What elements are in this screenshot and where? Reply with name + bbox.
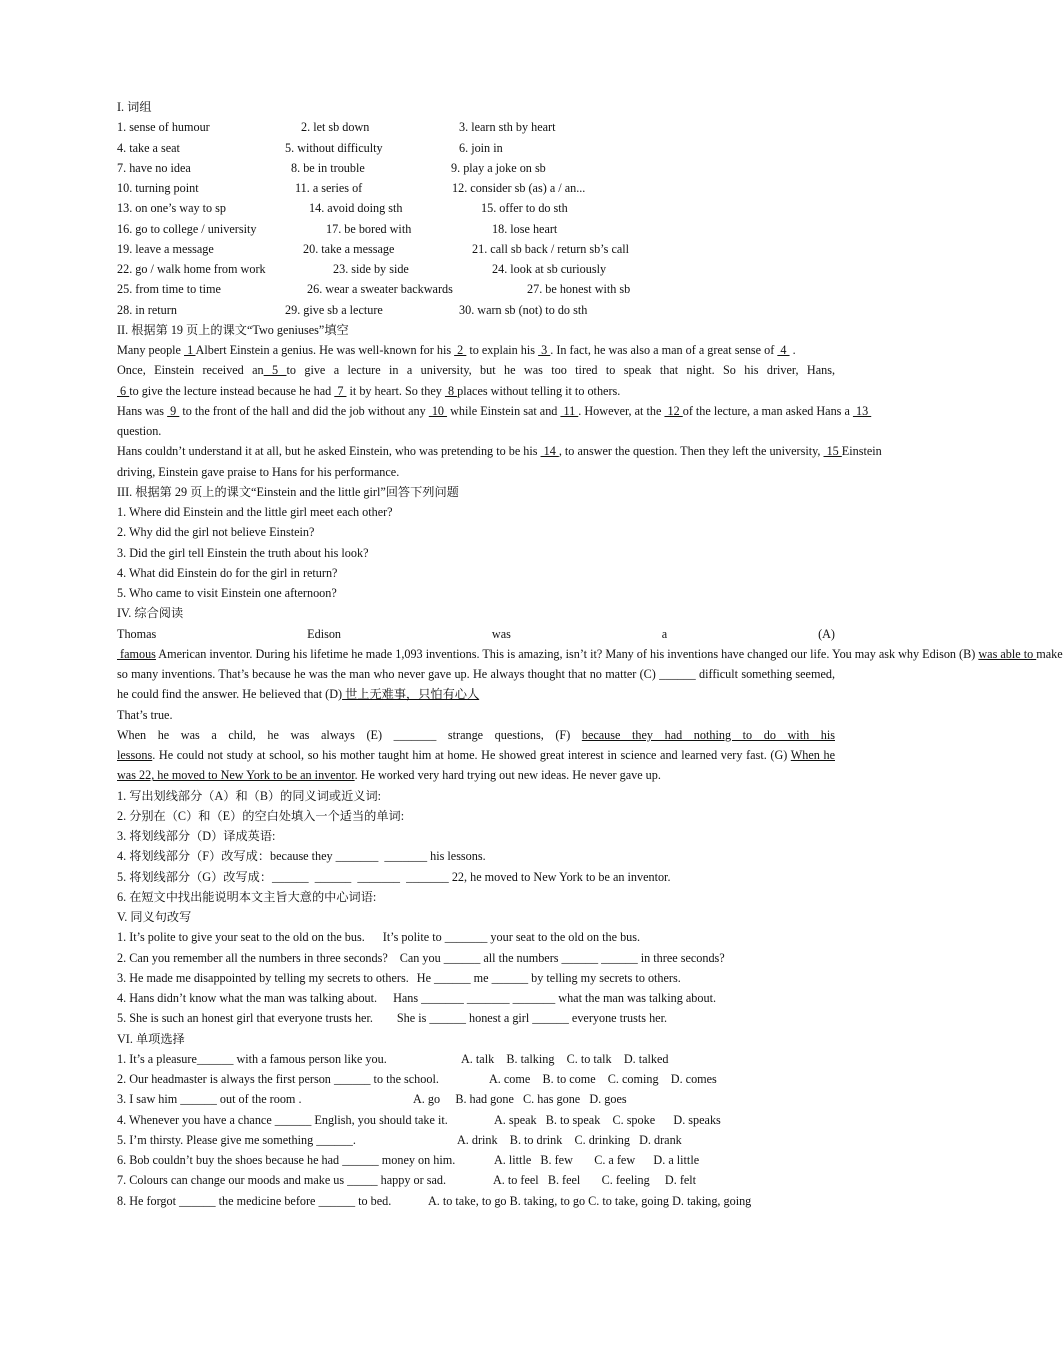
phrase-item: 5. without difficulty bbox=[285, 140, 383, 155]
passage-text: of the lecture, a man asked Hans a bbox=[682, 403, 853, 418]
phrase-item: 30. warn sb (not) to do sth bbox=[459, 302, 588, 317]
phrase-item: 15. offer to do sth bbox=[481, 201, 568, 216]
mc-item-7 bbox=[117, 1170, 835, 1190]
original-sentence: 3. He made me disappointed by telling my secrets to others. bbox=[117, 970, 409, 985]
phrase-row bbox=[117, 279, 835, 299]
phrase-item: 18. lose heart bbox=[492, 221, 558, 236]
phrase-item: 17. be bored with bbox=[326, 221, 412, 236]
blank-14[interactable]: 14 bbox=[540, 444, 559, 459]
rewrite-item-4 bbox=[117, 988, 835, 1008]
mc-stem: 6. Bob couldn’t buy the shoes because he had ______ money on him. bbox=[117, 1153, 456, 1167]
phrase-item: 16. go to college / university bbox=[117, 221, 257, 236]
phrase-row bbox=[117, 219, 835, 239]
passage-text: to the front of the hall and did the job without any bbox=[179, 403, 429, 418]
blank-13[interactable]: 13 bbox=[852, 403, 872, 418]
underlined-g: When he was 22, he moved to New York to be an inventor bbox=[117, 748, 835, 783]
section-5-title: V. 同义句改写 bbox=[117, 910, 192, 924]
task-6: 6. 在短文中找出能说明本文主旨大意的中心词语: bbox=[117, 889, 377, 904]
task-3: 3. 将划线部分（D）译成英语: bbox=[117, 829, 276, 843]
passage-text: Hans couldn’t understand it at all, but he asked Einstein, who was pretending to be his bbox=[117, 444, 541, 459]
rewrite-sentence: He ______ me ______ by telling my secrets to others. bbox=[416, 970, 681, 985]
reading-text: Thomas Edison was a (A) bbox=[117, 626, 835, 641]
phrase-row bbox=[117, 259, 835, 279]
question-5: 5. Who came to visit Einstein one afternoon? bbox=[117, 586, 337, 600]
phrase-item: 20. take a message bbox=[303, 241, 395, 256]
underlined-b: was able to bbox=[978, 646, 1037, 661]
mc-item-5 bbox=[117, 1130, 835, 1150]
task-5: 5. 将划线部分（G）改写成：______ ______ _______ _______ 22, he moved to New York to be an inventor. bbox=[117, 869, 671, 884]
passage-text: question. bbox=[117, 424, 162, 438]
original-sentence: 4. Hans didn’t know what the man was talking about. bbox=[117, 991, 378, 1005]
mc-item-4 bbox=[117, 1110, 835, 1130]
mc-options: A. to feel B. feel C. feeling D. felt bbox=[493, 1173, 697, 1188]
blank-5[interactable]: 5 bbox=[263, 363, 287, 378]
section-2-title: II. 根据第 19 页上的课文“Two geniuses”填空 bbox=[117, 322, 349, 337]
reading-text: American inventor. During his lifetime he made 1,093 inventions. This is amazing, isn’t it? Many of his inventions have changed our life. You may ask why Edison (B) bbox=[155, 646, 979, 661]
phrase-item: 8. be in trouble bbox=[291, 160, 365, 175]
rewrite-item-2 bbox=[117, 948, 835, 968]
reading-paragraph-1 bbox=[117, 624, 1063, 705]
passage-text: while Einstein sat and bbox=[447, 403, 561, 418]
mc-stem: 1. It’s a pleasure______ with a famous person like you. bbox=[117, 1051, 387, 1066]
mc-item-6 bbox=[117, 1150, 835, 1170]
blank-3[interactable]: 3 bbox=[538, 343, 551, 357]
question-3: 3. Did the girl tell Einstein the truth about his look? bbox=[117, 545, 369, 560]
reading-text: . He could not study at school, so his mother taught him at home. He showed great interest in science and learned very fast. (G) bbox=[152, 748, 791, 762]
question-2: 2. Why did the girl not believe Einstein? bbox=[117, 525, 315, 540]
section-3-title: III. 根据第 29 页上的课文“Einstein and the little girl”回答下列问题 bbox=[117, 484, 459, 499]
phrase-item: 28. in return bbox=[117, 302, 177, 317]
phrase-item: 4. take a seat bbox=[117, 140, 180, 155]
mc-item-2 bbox=[117, 1069, 835, 1089]
mc-options: A. go B. had gone C. has gone D. goes bbox=[413, 1092, 627, 1107]
rewrite-sentence: It’s polite to _______ your seat to the old on the bus. bbox=[382, 930, 641, 945]
passage-paragraph-2 bbox=[117, 360, 835, 401]
rewrite-sentence: Hans _______ _______ _______ what the man was talking about. bbox=[393, 991, 717, 1005]
blank-7[interactable]: 7 bbox=[334, 383, 347, 398]
underlined-d: 世上无难事，只怕有心人 bbox=[342, 687, 480, 702]
phrase-item: 9. play a joke on sb bbox=[451, 160, 546, 175]
task-4: 4. 将划线部分（F）改写成：because they _______ _______ his lessons. bbox=[117, 849, 486, 864]
mc-item-8 bbox=[117, 1191, 835, 1211]
phrase-row bbox=[117, 117, 835, 137]
mc-options: A. little B. few C. a few D. a little bbox=[494, 1153, 700, 1167]
passage-text: to give the lecture instead because he had bbox=[129, 383, 335, 398]
passage-text: it by heart. So they bbox=[346, 383, 445, 398]
phrase-item: 13. on one’s way to sp bbox=[117, 201, 227, 216]
phrase-item: 29. give sb a lecture bbox=[285, 302, 383, 317]
mc-stem: 8. He forgot ______ the medicine before ______ to bed. bbox=[117, 1193, 392, 1208]
question-4: 4. What did Einstein do for the girl in return? bbox=[117, 565, 338, 580]
blank-12[interactable]: 12 bbox=[664, 403, 683, 418]
passage-paragraph-4 bbox=[117, 441, 882, 482]
passage-text: Einstein driving, Einstein gave praise to Hans for his performance. bbox=[117, 444, 882, 479]
rewrite-sentence: She is ______ honest a girl ______ everyone trusts her. bbox=[396, 1011, 668, 1026]
phrase-item: 27. be honest with sb bbox=[527, 282, 631, 297]
blank-10[interactable]: 10 bbox=[428, 403, 448, 418]
phrase-item: 10. turning point bbox=[117, 181, 199, 195]
task-1: 1. 写出划线部分（A）和（B）的同义词或近义词: bbox=[117, 788, 382, 803]
phrase-item: 26. wear a sweater backwards bbox=[307, 282, 453, 297]
reading-paragraph-3 bbox=[117, 725, 835, 786]
blank-11[interactable]: 11 bbox=[560, 403, 579, 418]
rewrite-sentence: Can you ______ all the numbers ______ ______ in three seconds? bbox=[399, 950, 725, 965]
mc-item-3 bbox=[117, 1089, 835, 1109]
passage-text: to explain his bbox=[466, 343, 539, 357]
phrase-item: 22. go / walk home from work bbox=[117, 262, 266, 276]
underlined-a: famous bbox=[117, 646, 156, 661]
phrase-item: 1. sense of humour bbox=[117, 120, 210, 135]
phrase-item: 11. a series of bbox=[295, 181, 363, 195]
phrase-item: 25. from time to time bbox=[117, 282, 221, 297]
underlined-f: because they had nothing to do with his lessons bbox=[117, 727, 835, 762]
phrase-row bbox=[117, 178, 835, 198]
worksheet-page bbox=[117, 97, 1063, 1211]
phrase-item: 14. avoid doing sth bbox=[309, 201, 403, 216]
phrase-row bbox=[117, 198, 835, 218]
blank-15[interactable]: 15 bbox=[823, 444, 842, 459]
reading-text: . He worked very hard trying out new ideas. He never gave up. bbox=[354, 768, 661, 783]
mc-options: A. to take, to go B. taking, to go C. to take, going D. taking, going bbox=[428, 1193, 752, 1208]
mc-stem: 4. Whenever you have a chance ______ English, you should take it. bbox=[117, 1112, 448, 1127]
blank-8[interactable]: 8 bbox=[444, 383, 458, 398]
rewrite-item-1 bbox=[117, 927, 835, 947]
mc-stem: 2. Our headmaster is always the first person ______ to the school. bbox=[117, 1072, 439, 1086]
section-2-passage bbox=[117, 340, 882, 482]
section-6-title: VI. 单项选择 bbox=[117, 1031, 185, 1046]
blank-4[interactable]: 4 bbox=[777, 343, 790, 357]
section-1-title: I. 词组 bbox=[117, 100, 152, 114]
passage-text: Many people bbox=[117, 343, 185, 357]
blank-1[interactable]: 1 bbox=[184, 343, 196, 357]
phrase-item: 12. consider sb (as) a / an... bbox=[452, 181, 586, 195]
mc-options: A. come B. to come C. coming D. comes bbox=[489, 1072, 717, 1086]
phrase-row bbox=[117, 300, 835, 320]
blank-6[interactable]: 6 bbox=[117, 383, 130, 398]
reading-text: When he was a child, he was always (E) _______ strange questions, (F) bbox=[117, 727, 582, 742]
mc-options: A. drink B. to drink C. drinking D. drank bbox=[457, 1132, 682, 1147]
phrase-item: 24. look at sb curiously bbox=[492, 262, 607, 276]
blank-9[interactable]: 9 bbox=[167, 403, 180, 418]
phrase-item: 7. have no idea bbox=[117, 160, 191, 175]
passage-text: to give a lecture in a university, but he was too tired to speak that night. So his driver, Hans, bbox=[286, 363, 835, 378]
task-2: 2. 分别在（C）和（E）的空白处填入一个适当的单词: bbox=[117, 808, 405, 823]
mc-options: A. speak B. to speak C. spoke D. speaks bbox=[494, 1112, 721, 1127]
original-sentence: 2. Can you remember all the numbers in three seconds? bbox=[117, 950, 388, 965]
phrase-item: 2. let sb down bbox=[301, 120, 370, 135]
reading-text: make so many inventions. That’s because he was the man who never gave up. He always thought that no matter (C) ______ difficult something seemed, he could find the answer. He believed that (D) bbox=[117, 646, 1063, 702]
rewrite-item-3 bbox=[117, 968, 835, 988]
passage-paragraph-3 bbox=[117, 401, 872, 442]
passage-text: places without telling it to others. bbox=[457, 383, 621, 398]
mc-options: A. talk B. talking C. to talk D. talked bbox=[461, 1051, 669, 1066]
original-sentence: 5. She is such an honest girl that everyone trusts her. bbox=[117, 1011, 373, 1026]
phrase-row bbox=[117, 138, 835, 158]
phrase-item: 23. side by side bbox=[333, 262, 409, 276]
original-sentence: 1. It’s polite to give your seat to the old on the bus. bbox=[117, 930, 365, 945]
passage-paragraph-1: Many people 1 Albert Einstein a genius. He was well-known for his 2 to explain his 3 . In fact, he was also a man of a great sense of 4 . bbox=[117, 343, 796, 357]
mc-item-1 bbox=[117, 1049, 835, 1069]
section-4-title: IV. 综合阅读 bbox=[117, 606, 184, 621]
phrase-row bbox=[117, 239, 835, 259]
reading-paragraph-2: That’s true. bbox=[117, 707, 173, 722]
passage-text: Hans was bbox=[117, 403, 168, 418]
phrase-item: 19. leave a message bbox=[117, 241, 214, 256]
mc-stem: 5. I’m thirsty. Please give me something ______. bbox=[117, 1132, 356, 1147]
mc-stem: 3. I saw him ______ out of the room . bbox=[117, 1092, 302, 1107]
passage-text: Once, Einstein received an bbox=[117, 363, 264, 378]
passage-text: . In fact, he was also a man of a great sense of bbox=[550, 343, 778, 357]
blank-2[interactable]: 2 bbox=[454, 343, 467, 357]
passage-text: , to answer the question. Then they left the university, bbox=[558, 444, 824, 459]
rewrite-item-5 bbox=[117, 1008, 835, 1028]
passage-text: Albert Einstein a genius. He was well-known for his bbox=[195, 343, 455, 357]
question-1: 1. Where did Einstein and the little girl meet each other? bbox=[117, 505, 393, 519]
phrase-item: 21. call sb back / return sb’s call bbox=[472, 241, 630, 256]
passage-text: . However, at the bbox=[578, 403, 665, 418]
phrase-item: 6. join in bbox=[459, 140, 503, 155]
phrase-item: 3. learn sth by heart bbox=[459, 120, 556, 135]
mc-stem: 7. Colours can change our moods and make us _____ happy or sad. bbox=[117, 1173, 446, 1188]
phrase-list bbox=[117, 117, 835, 320]
phrase-row bbox=[117, 158, 835, 178]
